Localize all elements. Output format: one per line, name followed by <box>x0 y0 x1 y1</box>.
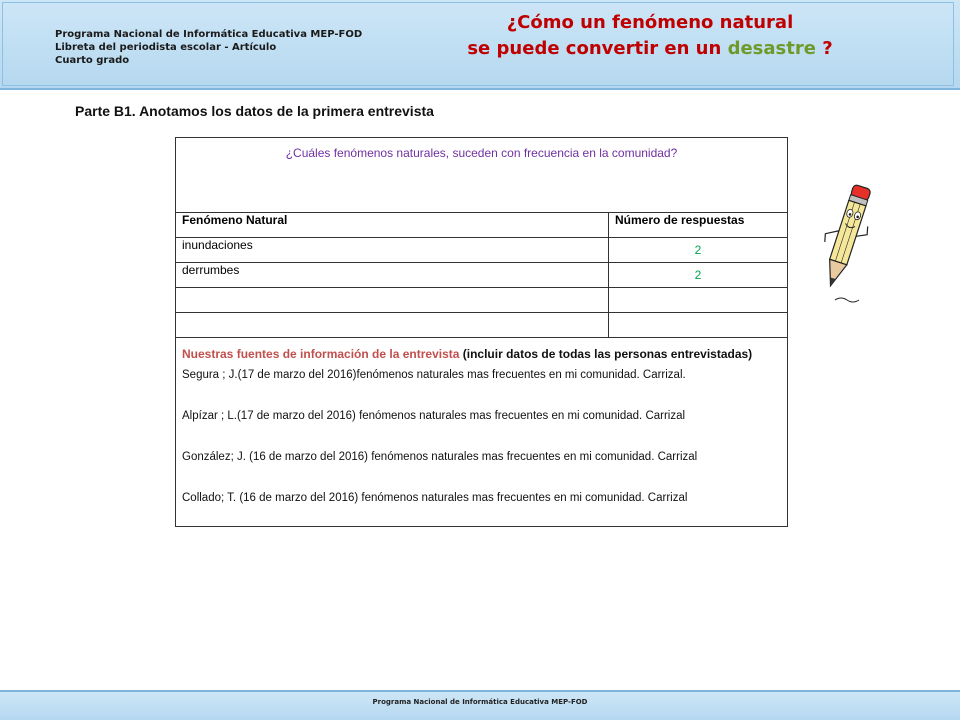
source-entry: Collado; T. (16 de marzo del 2016) fenómenos naturales mas frecuentes en mi comunidad. Carrizal <box>182 492 688 504</box>
grade-line: Cuarto grado <box>55 55 130 66</box>
footer-text: Programa Nacional de Informática Educativa MEP-FOD <box>372 698 588 706</box>
source-entry: Segura ; J.(17 de marzo del 2016)fenómenos naturales mas frecuentes en mi comunidad. Carrizal. <box>182 369 686 381</box>
title-part-b: desastre <box>727 38 816 59</box>
sources-heading: Nuestras fuentes de información de la entrevista <box>182 347 460 361</box>
sources-cell[interactable] <box>176 338 788 527</box>
table-row <box>176 288 788 313</box>
column-header-phenomenon: Fenómeno Natural <box>176 213 609 238</box>
responses-cell-empty[interactable] <box>609 313 788 338</box>
table-row <box>176 238 788 263</box>
responses-cell-empty[interactable] <box>609 288 788 313</box>
phenomenon-cell-empty[interactable] <box>176 313 609 338</box>
notebook-line: Libreta del periodista escolar - Artículo <box>55 42 277 53</box>
phenomenon-cell-empty[interactable] <box>176 288 609 313</box>
responses-cell[interactable]: 2 <box>609 263 788 288</box>
section-title: Parte B1. Anotamos los datos de la primera entrevista <box>75 103 434 119</box>
footer-band <box>0 690 960 720</box>
sources-heading-note: (incluir datos de todas las personas entrevistadas) <box>459 347 753 361</box>
title-line-1: ¿Cómo un fenómeno natural <box>506 12 794 33</box>
source-entry: González; J. (16 de marzo del 2016) fenómenos naturales mas frecuentes en mi comunidad. Carrizal <box>182 451 698 463</box>
question-cell: ¿Cuáles fenómenos naturales, suceden con frecuencia en la comunidad? <box>176 138 788 213</box>
page-title <box>410 10 890 62</box>
title-part-c: ? <box>815 38 833 59</box>
source-entry: Alpízar ; L.(17 de marzo del 2016) fenómenos naturales mas frecuentes en mi comunidad. Carrizal <box>182 410 686 422</box>
title-part-a: se puede convertir en un <box>467 38 728 59</box>
header-band <box>0 0 960 90</box>
title-line-2 <box>410 36 890 62</box>
table-row <box>176 313 788 338</box>
responses-cell[interactable]: 2 <box>609 238 788 263</box>
pencil-character-icon <box>815 178 875 313</box>
program-info <box>55 28 362 67</box>
column-header-responses: Número de respuestas <box>609 213 788 238</box>
program-line: Programa Nacional de Informática Educativa MEP-FOD <box>55 29 363 40</box>
phenomenon-cell[interactable]: derrumbes <box>176 263 609 288</box>
interview-table <box>175 137 788 527</box>
phenomenon-cell[interactable]: inundaciones <box>176 238 609 263</box>
table-row <box>176 263 788 288</box>
